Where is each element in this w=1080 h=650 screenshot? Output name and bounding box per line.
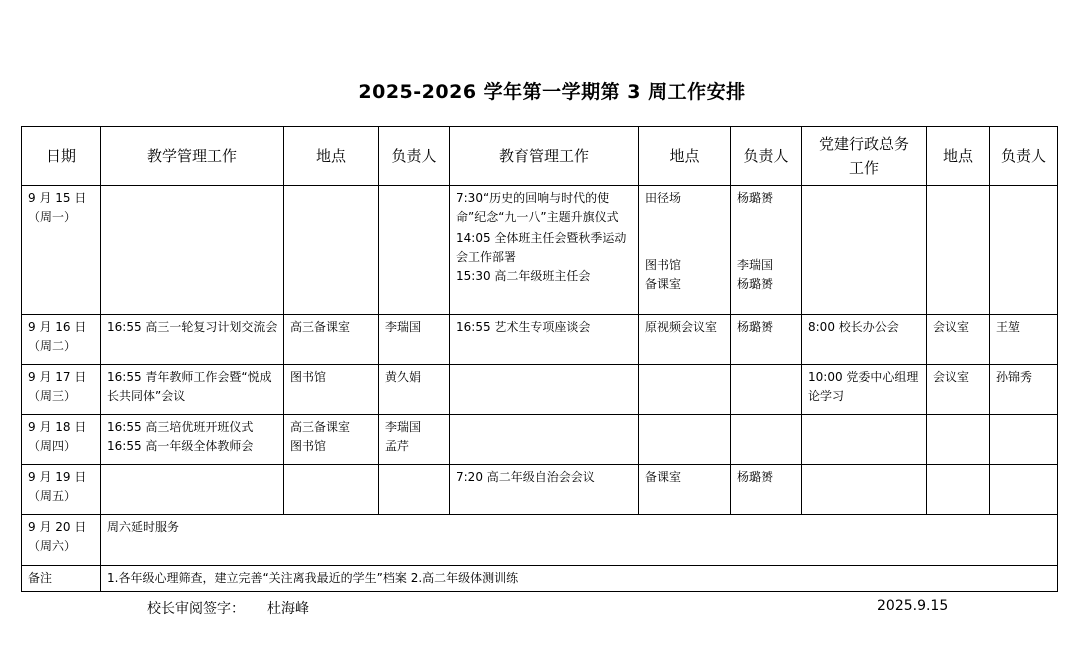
education-place-cell: [639, 465, 731, 515]
teaching-work-cell: [101, 365, 284, 415]
date-cell: [22, 515, 101, 566]
party-work-cell: [802, 365, 927, 415]
remarks-content-cell: [101, 566, 1058, 592]
education-person-cell: [731, 365, 802, 415]
schedule-row: [22, 415, 1058, 465]
remarks-label: 备注: [28, 571, 53, 585]
teaching-place-cell: [284, 415, 379, 465]
col-header-education-person: 负责人: [731, 127, 802, 186]
schedule-row: [22, 365, 1058, 415]
education-person-cell: [731, 465, 802, 515]
teaching-person-entry: 孟芹: [385, 439, 410, 453]
education-work-entry: 16:55 艺术生专项座谈会: [456, 320, 591, 334]
date-cell: [22, 186, 101, 315]
party-work-cell: [802, 315, 927, 365]
education-place-cell: [639, 415, 731, 465]
date-label: 9 月 17 日: [28, 370, 87, 384]
teaching-person-cell: [379, 465, 450, 515]
party-place-entry: 会议室: [933, 320, 970, 334]
party-person-cell: [990, 365, 1058, 415]
teaching-place-entry: 图书馆: [290, 439, 327, 453]
teaching-place-entry: 高三备课室: [290, 320, 351, 334]
education-place-cell: [639, 186, 731, 315]
education-place-entry: 备课室: [645, 277, 682, 291]
principal-signature: 杜海峰: [267, 601, 309, 617]
date-label: 9 月 16 日: [28, 320, 87, 334]
weekday-label: （周一）: [28, 210, 77, 224]
saturday-row: [22, 515, 1058, 566]
page-title: 2025-2026 学年第一学期第 3 周工作安排: [358, 81, 746, 103]
remarks-label-cell: [22, 566, 101, 592]
party-place-cell: [927, 415, 990, 465]
party-work-cell: [802, 186, 927, 315]
date-label: 9 月 20 日: [28, 520, 87, 534]
col-header-education-work: 教育管理工作: [450, 127, 639, 186]
teaching-person-entry: 黄久娟: [385, 370, 422, 384]
party-work-cell: [802, 415, 927, 465]
teaching-person-cell: [379, 415, 450, 465]
party-person-entry: 孙锦秀: [996, 370, 1033, 384]
education-person-cell: [731, 415, 802, 465]
saturday-content-cell: [101, 515, 1058, 566]
schedule-table: [21, 126, 1058, 592]
education-person-entry: 杨璐赟: [737, 470, 774, 484]
education-place-entry: 备课室: [645, 470, 682, 484]
header-row: [22, 127, 1058, 186]
col-header-date: 日期: [22, 127, 101, 186]
remarks-content: 1.各年级心理筛查，建立完善“关注离我最近的学生”档案 2.高二年级体测训练: [107, 571, 519, 585]
schedule-row: [22, 315, 1058, 365]
col-header-teaching-work: 教学管理工作: [101, 127, 284, 186]
teaching-place-entry: 高三备课室: [290, 420, 351, 434]
teaching-place-cell: [284, 365, 379, 415]
education-work-cell: [450, 315, 639, 365]
education-work-entry: 15:30 高二年级班主任会: [456, 269, 591, 283]
teaching-place-cell: [284, 186, 379, 315]
education-work-entry: 7:20 高二年级自治会会议: [456, 470, 595, 484]
education-person-entry: 李瑞国: [737, 258, 774, 272]
saturday-service: 周六延时服务: [107, 520, 180, 534]
col-header-teaching-place: 地点: [284, 127, 379, 186]
teaching-work-cell: [101, 415, 284, 465]
teaching-work-entry: 16:55 高三一轮复习计划交流会: [107, 320, 278, 334]
teaching-work-entry: 16:55 高一年级全体教师会: [107, 439, 254, 453]
party-person-entry: 王堃: [996, 320, 1021, 334]
education-place-cell: [639, 365, 731, 415]
principal-signature-label: 校长审阅签字：: [147, 601, 245, 617]
schedule-row: [22, 186, 1058, 315]
education-person-entry: 杨璐赟: [737, 191, 774, 205]
teaching-person-entry: 李瑞国: [385, 420, 422, 434]
party-person-cell: [990, 186, 1058, 315]
party-person-cell: [990, 465, 1058, 515]
teaching-work-entry: 16:55 高三培优班开班仪式: [107, 420, 254, 434]
education-place-cell: [639, 315, 731, 365]
teaching-work-cell: [101, 186, 284, 315]
date-label: 9 月 15 日: [28, 191, 87, 205]
party-work-entry: 10:00 党委中心组理论学习: [808, 370, 919, 403]
date-label: 9 月 19 日: [28, 470, 87, 484]
party-place-cell: [927, 365, 990, 415]
col-header-teaching-person: 负责人: [379, 127, 450, 186]
weekday-label: （周三）: [28, 389, 77, 403]
col-header-party-person: 负责人: [990, 127, 1058, 186]
teaching-person-cell: [379, 365, 450, 415]
date-cell: [22, 415, 101, 465]
education-place-entry: 原视频会议室: [645, 320, 718, 334]
party-place-cell: [927, 315, 990, 365]
date-label: 9 月 18 日: [28, 420, 87, 434]
party-work-cell: [802, 465, 927, 515]
party-place-cell: [927, 465, 990, 515]
weekday-label: （周四）: [28, 439, 77, 453]
party-person-cell: [990, 415, 1058, 465]
teaching-work-cell: [101, 315, 284, 365]
education-work-entry: 14:05 全体班主任会暨秋季运动会工作部署: [456, 231, 627, 264]
education-work-cell: [450, 186, 639, 315]
party-place-cell: [927, 186, 990, 315]
date-cell: [22, 365, 101, 415]
col-header-party-admin-work: 党建行政总务工作: [802, 127, 927, 186]
party-place-entry: 会议室: [933, 370, 970, 384]
education-work-cell: [450, 365, 639, 415]
education-work-cell: [450, 415, 639, 465]
education-place-entry: 田径场: [645, 191, 682, 205]
party-person-cell: [990, 315, 1058, 365]
teaching-person-cell: [379, 315, 450, 365]
weekday-label: （周六）: [28, 539, 77, 553]
teaching-place-cell: [284, 465, 379, 515]
weekday-label: （周二）: [28, 339, 77, 353]
teaching-person-cell: [379, 186, 450, 315]
party-work-entry: 8:00 校长办公会: [808, 320, 899, 334]
education-place-entry: 图书馆: [645, 258, 682, 272]
col-header-party-place: 地点: [927, 127, 990, 186]
weekday-label: （周五）: [28, 489, 77, 503]
education-person-entry: 杨璐赟: [737, 277, 774, 291]
footer-date: 2025.9.15: [877, 598, 949, 614]
teaching-work-cell: [101, 465, 284, 515]
remarks-row: [22, 566, 1058, 592]
education-person-cell: [731, 186, 802, 315]
education-work-entry: 7:30“历史的回响与时代的使命”纪念“九一八”主题升旗仪式: [456, 191, 619, 224]
education-person-entry: 杨璐赟: [737, 320, 774, 334]
education-person-cell: [731, 315, 802, 365]
schedule-row: [22, 465, 1058, 515]
education-work-cell: [450, 465, 639, 515]
teaching-place-entry: 图书馆: [290, 370, 327, 384]
teaching-work-entry: 16:55 青年教师工作会暨“悦成长共同体”会议: [107, 370, 272, 403]
col-header-education-place: 地点: [639, 127, 731, 186]
teaching-place-cell: [284, 315, 379, 365]
teaching-person-entry: 李瑞国: [385, 320, 422, 334]
date-cell: [22, 465, 101, 515]
date-cell: [22, 315, 101, 365]
